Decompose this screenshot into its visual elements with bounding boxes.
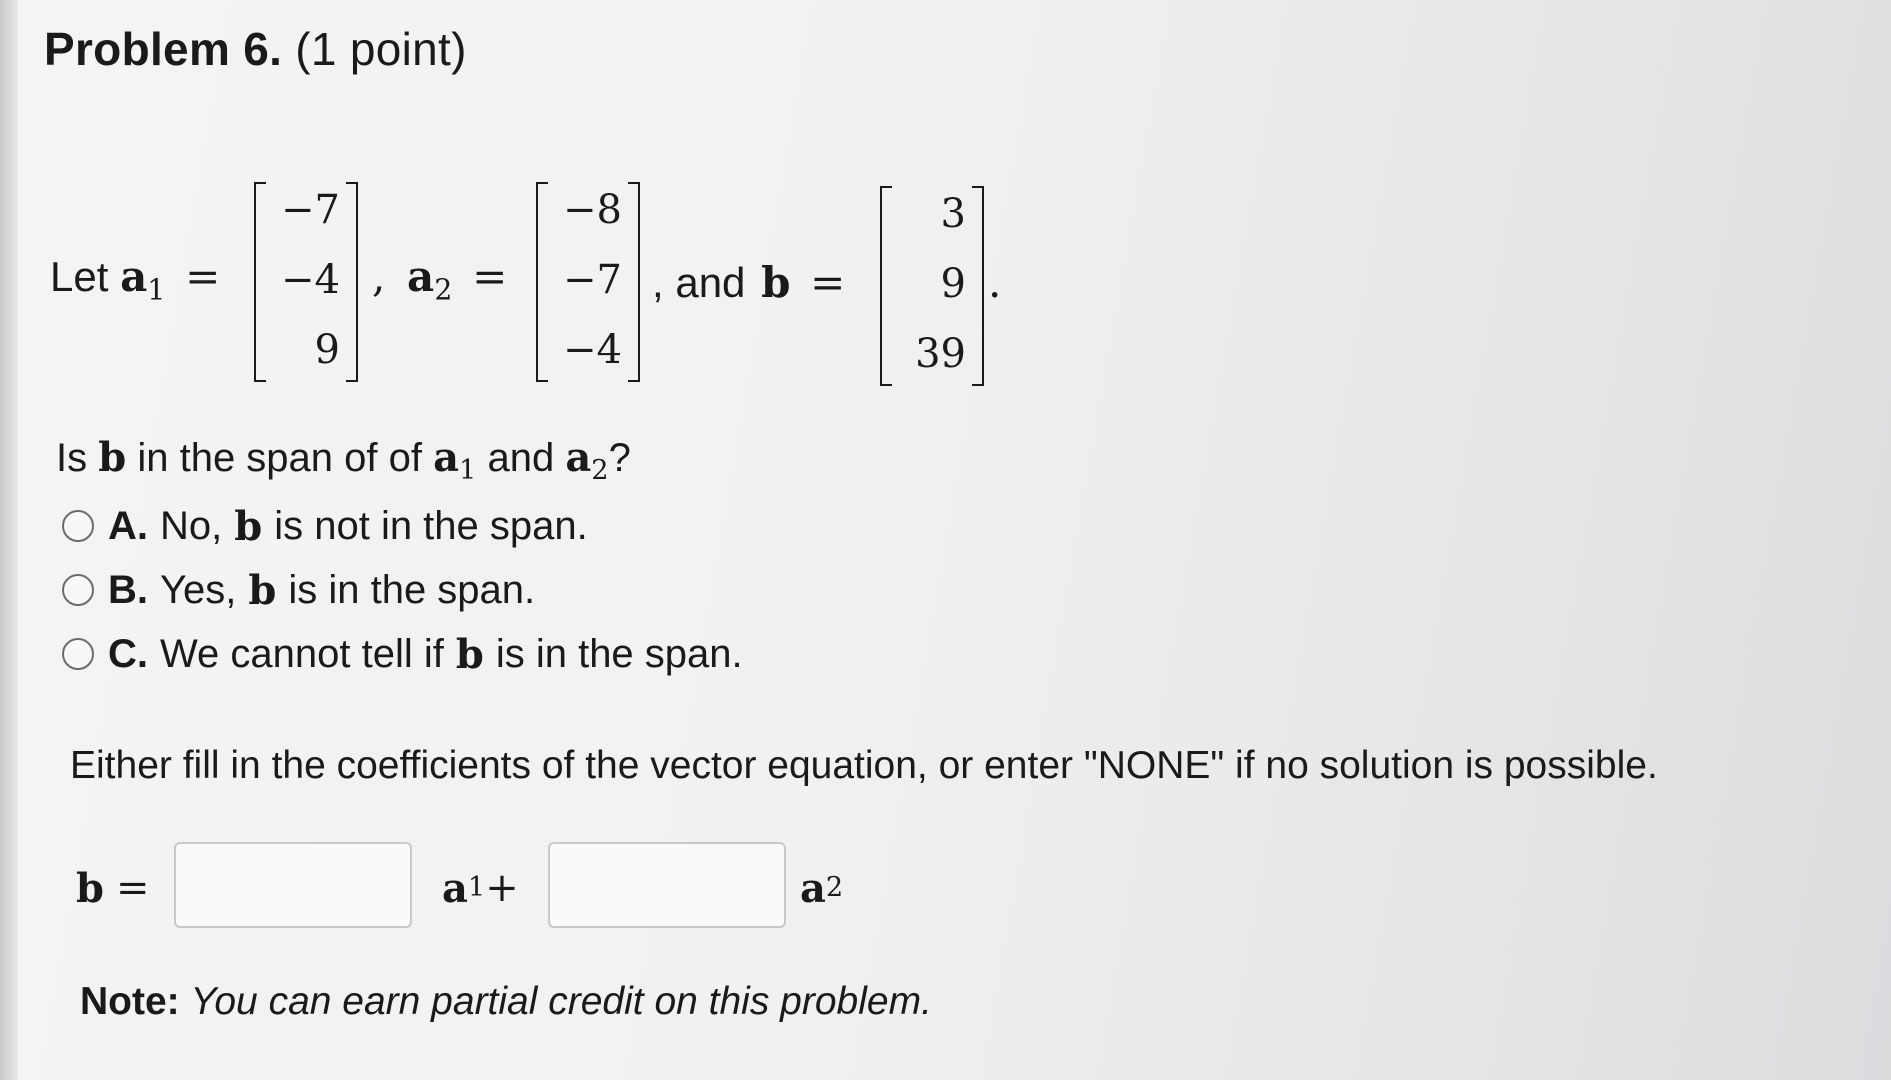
vector-b-entry: 3: [940, 191, 966, 237]
option-letter: A.: [108, 503, 148, 548]
option-text: No,: [160, 503, 223, 548]
problem-number: Problem 6.: [44, 23, 283, 75]
b-symbol: b: [248, 566, 277, 614]
left-bracket: [536, 182, 548, 382]
vector-a1: [254, 182, 358, 382]
a2-symbol: a: [800, 864, 826, 912]
vector-a2-entry: −8: [563, 187, 622, 233]
equals-sign: =: [810, 258, 846, 307]
instructions-text: Either fill in the coefficients of the vector equation, or enter "NONE" if no solution is possible.: [70, 744, 1658, 787]
period: .: [988, 258, 1002, 307]
vector-a2: [536, 182, 640, 382]
a2-label: a 2: [800, 864, 844, 912]
b-symbol: b: [234, 502, 263, 550]
let-text: Let: [50, 253, 109, 300]
a1-plus-label: a 1 +: [442, 864, 519, 912]
a1-subscript: 1: [459, 455, 477, 487]
note-text: You can earn partial credit on this problem.: [190, 980, 932, 1023]
left-bracket: [254, 182, 266, 382]
problem-title: [44, 22, 467, 76]
option-text: is not in the span.: [274, 503, 588, 548]
equation-lhs: [76, 846, 149, 930]
a1-symbol: a: [120, 252, 148, 301]
b-symbol: b: [761, 258, 791, 307]
vector-b-entry: 9: [940, 261, 966, 307]
question-mark: ?: [608, 436, 631, 480]
question-prefix: Is: [56, 436, 88, 480]
question-text: [56, 434, 631, 487]
a2-symbol: a: [407, 252, 435, 301]
vector-a1-entry: −7: [281, 187, 340, 233]
vector-b: [880, 186, 984, 386]
coefficient-1-input[interactable]: [174, 842, 412, 928]
equals-sign: =: [185, 252, 221, 301]
vector-b-entry: 39: [915, 331, 966, 377]
vector-a2-entry: −4: [563, 327, 622, 373]
right-bracket: [346, 182, 358, 382]
option-text: We cannot tell if: [160, 631, 444, 676]
option-b-radio[interactable]: [62, 574, 94, 606]
a2-subscript: 2: [591, 455, 609, 487]
vector-a1-entry: 9: [314, 327, 340, 373]
a2-label: [372, 252, 508, 307]
a2-symbol: a: [565, 434, 592, 481]
option-text: is in the span.: [495, 631, 743, 676]
question-and: and: [487, 436, 555, 480]
equals-sign: =: [115, 865, 150, 911]
vector-a2-entry: −7: [563, 257, 622, 303]
b-symbol: b: [98, 434, 127, 481]
equals-sign: =: [472, 252, 508, 301]
option-b[interactable]: [62, 566, 535, 614]
vector-a1-entry: −4: [281, 257, 340, 303]
option-letter: C.: [108, 631, 148, 676]
let-a1-label: [50, 252, 221, 307]
option-c[interactable]: [62, 630, 743, 678]
and-b-label: [652, 258, 846, 307]
a1-subscript: 1: [147, 272, 166, 307]
option-letter: B.: [108, 567, 148, 612]
right-bracket: [628, 182, 640, 382]
coefficient-2-input[interactable]: [548, 842, 786, 928]
and-text: , and: [652, 259, 746, 306]
option-c-radio[interactable]: [62, 638, 94, 670]
left-bracket: [880, 186, 892, 386]
option-text: is in the span.: [288, 567, 536, 612]
a2-subscript: 2: [434, 272, 453, 307]
note: [80, 980, 932, 1024]
question-middle: in the span of of: [137, 436, 422, 480]
plus-sign: +: [485, 865, 519, 911]
note-label: Note:: [80, 980, 180, 1023]
b-symbol: b: [455, 630, 484, 678]
a1-symbol: a: [442, 864, 468, 912]
option-a[interactable]: [62, 502, 588, 550]
right-bracket: [972, 186, 984, 386]
b-symbol: b: [76, 864, 104, 912]
a1-symbol: a: [433, 434, 460, 481]
option-text: Yes,: [160, 567, 237, 612]
option-a-radio[interactable]: [62, 510, 94, 542]
comma: ,: [372, 252, 386, 301]
problem-points: (1 point): [295, 23, 467, 75]
